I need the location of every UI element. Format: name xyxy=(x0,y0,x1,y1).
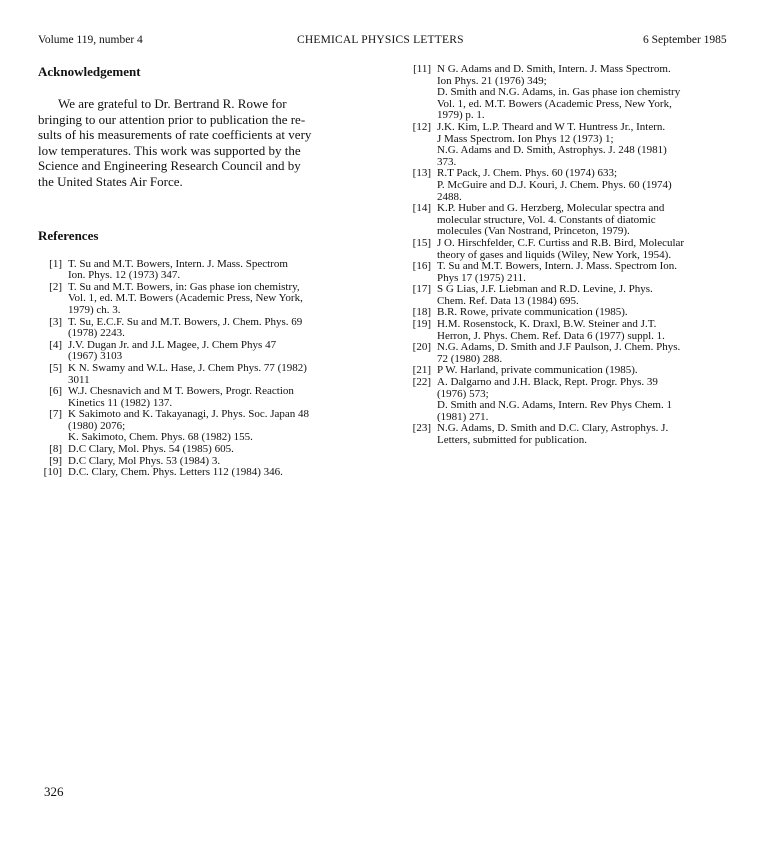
acknowledgement-line: We are grateful to Dr. Bertrand R. Rowe for xyxy=(58,96,287,111)
reference-item xyxy=(407,122,747,168)
reference-number: [23] xyxy=(412,422,431,435)
reference-line: N.G. Adams, D. Smith and D.C. Clary, Astrophys. J. xyxy=(437,422,669,435)
reference-line: D. Smith and N.G. Adams, Intern. Rev Phys Chem. 1 xyxy=(437,399,672,412)
reference-number: [22] xyxy=(412,376,431,389)
reference-number: [11] xyxy=(413,63,431,75)
reference-item xyxy=(38,386,368,409)
reference-number: [18] xyxy=(412,306,431,319)
reference-line: molecular structure, Vol. 4. Constants of diatomic xyxy=(437,213,656,226)
reference-line: T. Su and M.T. Bowers, Intern. J. Mass. Spectrom xyxy=(68,257,288,270)
reference-number: [17] xyxy=(412,283,431,296)
reference-item xyxy=(407,319,747,342)
reference-number: [7] xyxy=(49,408,62,421)
reference-line: N G. Adams and D. Smith, Intern. J. Mass Spectrom. xyxy=(437,63,671,75)
running-header-journal: CHEMICAL PHYSICS LETTERS xyxy=(297,34,464,46)
reference-text xyxy=(437,203,747,238)
reference-text xyxy=(68,467,368,479)
reference-text xyxy=(437,377,747,423)
reference-line: J.K. Kim, L.P. Theard and W T. Huntress Jr., Intern. xyxy=(437,120,666,133)
reference-line: N.G. Adams, D. Smith and J.F Paulson, J. Chem. Phys. xyxy=(437,341,681,354)
right-column xyxy=(407,64,747,447)
left-column xyxy=(38,64,368,479)
reference-line: Ion. Phys. 12 (1973) 347. xyxy=(68,269,181,282)
reference-line: D.C Clary, Mol Phys. 53 (1984) 3. xyxy=(68,454,221,467)
reference-number: [4] xyxy=(49,338,62,351)
reference-text xyxy=(68,386,368,409)
reference-line: 3011 xyxy=(68,373,90,386)
reference-line: T. Su and M.T. Bowers, Intern. J. Mass. Spectrom Ion. xyxy=(437,260,678,273)
reference-text xyxy=(68,363,368,386)
reference-line: 2488. xyxy=(437,190,462,203)
reference-number: [15] xyxy=(412,236,431,249)
references-heading: References xyxy=(38,227,99,243)
acknowledgement-line: bringing to our attention prior to publication the re- xyxy=(38,111,306,127)
reference-text xyxy=(437,238,747,261)
acknowledgement-line: low temperatures. This work was supported by the xyxy=(38,142,301,158)
reference-line: K. Sakimoto, Chem. Phys. 68 (1982) 155. xyxy=(68,431,253,444)
reference-line: Letters, submitted for publication. xyxy=(437,434,587,446)
reference-text xyxy=(437,64,747,122)
reference-list-left xyxy=(38,259,368,479)
reference-item xyxy=(38,317,368,340)
reference-text xyxy=(437,319,747,342)
reference-line: J Mass Spectrom. Ion Phys 12 (1973) 1; xyxy=(437,132,614,145)
reference-line: K Sakimoto and K. Takayanagi, J. Phys. Soc. Japan 48 xyxy=(68,408,310,421)
reference-line: Ion Phys. 21 (1976) 349; xyxy=(437,74,547,87)
reference-item xyxy=(38,282,368,317)
reference-number: [13] xyxy=(412,167,431,180)
page-number: 326 xyxy=(44,784,64,799)
reference-line: (1981) 271. xyxy=(437,410,489,423)
reference-line: theory of gases and liquids (Wiley, New York, 1954). xyxy=(437,248,672,261)
reference-number: [2] xyxy=(49,280,62,293)
reference-number: [6] xyxy=(49,385,62,398)
reference-line: molecules (Van Nostrand, Princeton, 1979). xyxy=(437,225,630,238)
reference-list-right xyxy=(407,64,747,447)
reference-item xyxy=(407,377,747,423)
reference-line: N.G. Adams and D. Smith, Astrophys. J. 248 (1981) xyxy=(437,144,667,157)
reference-line: S G Lias, J.F. Liebman and R.D. Levine, J. Phys. xyxy=(437,283,653,296)
reference-line: Vol. 1, ed. M.T. Bowers (Academic Press, New York, xyxy=(437,97,672,110)
reference-number: [14] xyxy=(412,202,431,215)
reference-line: D. Smith and N.G. Adams, in. Gas phase ion chemistry xyxy=(437,86,681,99)
reference-number: [16] xyxy=(412,260,431,273)
reference-line: 72 (1980) 288. xyxy=(437,352,503,365)
reference-text xyxy=(437,284,747,307)
reference-item xyxy=(407,423,747,446)
reference-line: R.T Pack, J. Chem. Phys. 60 (1974) 633; xyxy=(437,167,618,180)
reference-line: (1978) 2243. xyxy=(68,327,125,340)
reference-number: [1] xyxy=(49,257,62,270)
acknowledgement-heading: Acknowledgement xyxy=(38,64,141,79)
reference-line: B.R. Rowe, private communication (1985). xyxy=(437,306,628,319)
reference-text xyxy=(68,282,368,317)
reference-line: Vol. 1, ed. M.T. Bowers (Academic Press, New York, xyxy=(68,292,303,305)
reference-text xyxy=(68,317,368,340)
reference-text xyxy=(437,122,747,168)
reference-item xyxy=(407,342,747,365)
acknowledgement-line: the United States Air Force. xyxy=(38,173,183,189)
reference-line: Herron, J. Phys. Chem. Ref. Data 6 (1977) suppl. 1. xyxy=(437,329,665,342)
reference-number: [10] xyxy=(43,466,62,479)
reference-item xyxy=(407,284,747,307)
reference-item xyxy=(407,238,747,261)
reference-line: P. McGuire and D.J. Kouri, J. Chem. Phys. 60 (1974) xyxy=(437,178,672,191)
reference-item xyxy=(38,444,368,456)
reference-item xyxy=(407,203,747,238)
reference-text xyxy=(437,342,747,365)
reference-item xyxy=(38,409,368,444)
reference-text xyxy=(68,259,368,282)
reference-item xyxy=(407,168,747,203)
reference-line: Phys 17 (1975) 211. xyxy=(437,271,526,284)
reference-number: [19] xyxy=(412,318,431,331)
reference-item xyxy=(38,467,368,479)
reference-number: [12] xyxy=(412,120,431,133)
reference-text xyxy=(68,409,368,444)
reference-line: K N. Swamy and W.L. Hase, J. Chem Phys. 77 (1982) xyxy=(68,361,307,374)
reference-number: [21] xyxy=(412,364,431,377)
reference-line: 1979) p. 1. xyxy=(437,109,485,122)
reference-line: D.C Clary, Mol. Phys. 54 (1985) 605. xyxy=(68,443,234,456)
reference-line: J.V. Dugan Jr. and J.L Magee, J. Chem Phys 47 xyxy=(68,338,277,351)
reference-line: Kinetics 11 (1982) 137. xyxy=(68,396,173,409)
reference-line: (1980) 2076; xyxy=(68,419,126,432)
reference-number: [8] xyxy=(49,443,62,456)
reference-line: Chem. Ref. Data 13 (1984) 695. xyxy=(437,294,579,307)
reference-text xyxy=(437,261,747,284)
reference-text xyxy=(437,423,747,446)
running-header-volume: Volume 119, number 4 xyxy=(38,34,143,46)
reference-line: K.P. Huber and G. Herzberg, Molecular spectra and xyxy=(437,202,665,215)
acknowledgement-line: Science and Engineering Research Council and by xyxy=(38,158,301,174)
acknowledgement-line: sults of his measurements of rate coefficients at very xyxy=(38,127,312,143)
reference-item xyxy=(407,64,747,122)
reference-line: 373. xyxy=(437,155,457,168)
reference-item xyxy=(407,261,747,284)
reference-line: W.J. Chesnavich and M T. Bowers, Progr. Reaction xyxy=(68,385,294,398)
reference-number: [20] xyxy=(412,341,431,354)
reference-line: (1976) 573; xyxy=(437,387,489,400)
reference-line: (1967) 3103 xyxy=(68,350,123,363)
reference-line: T. Su and M.T. Bowers, in: Gas phase ion chemistry, xyxy=(68,280,300,293)
reference-text xyxy=(68,444,368,456)
reference-item xyxy=(38,259,368,282)
reference-line: J O. Hirschfelder, C.F. Curtiss and R.B. Bird, Molecular xyxy=(437,236,685,249)
reference-item xyxy=(38,340,368,363)
reference-text xyxy=(437,168,747,203)
reference-line: 1979) ch. 3. xyxy=(68,303,121,316)
reference-line: T. Su, E.C.F. Su and M.T. Bowers, J. Chem. Phys. 69 xyxy=(68,315,303,328)
reference-number: [5] xyxy=(49,361,62,374)
reference-number: [9] xyxy=(49,454,62,467)
reference-line: P W. Harland, private communication (1985). xyxy=(437,364,638,377)
reference-line: H.M. Rosenstock, K. Draxl, B.W. Steiner and J.T. xyxy=(437,318,657,331)
reference-line: D.C. Clary, Chem. Phys. Letters 112 (1984) 346. xyxy=(68,466,283,479)
reference-text xyxy=(68,340,368,363)
reference-line: A. Dalgarno and J.H. Black, Rept. Progr. Phys. 39 xyxy=(437,376,658,389)
reference-item xyxy=(38,363,368,386)
running-header-date: 6 September 1985 xyxy=(643,34,727,46)
acknowledgement-text xyxy=(38,96,368,190)
reference-number: [3] xyxy=(49,315,62,328)
